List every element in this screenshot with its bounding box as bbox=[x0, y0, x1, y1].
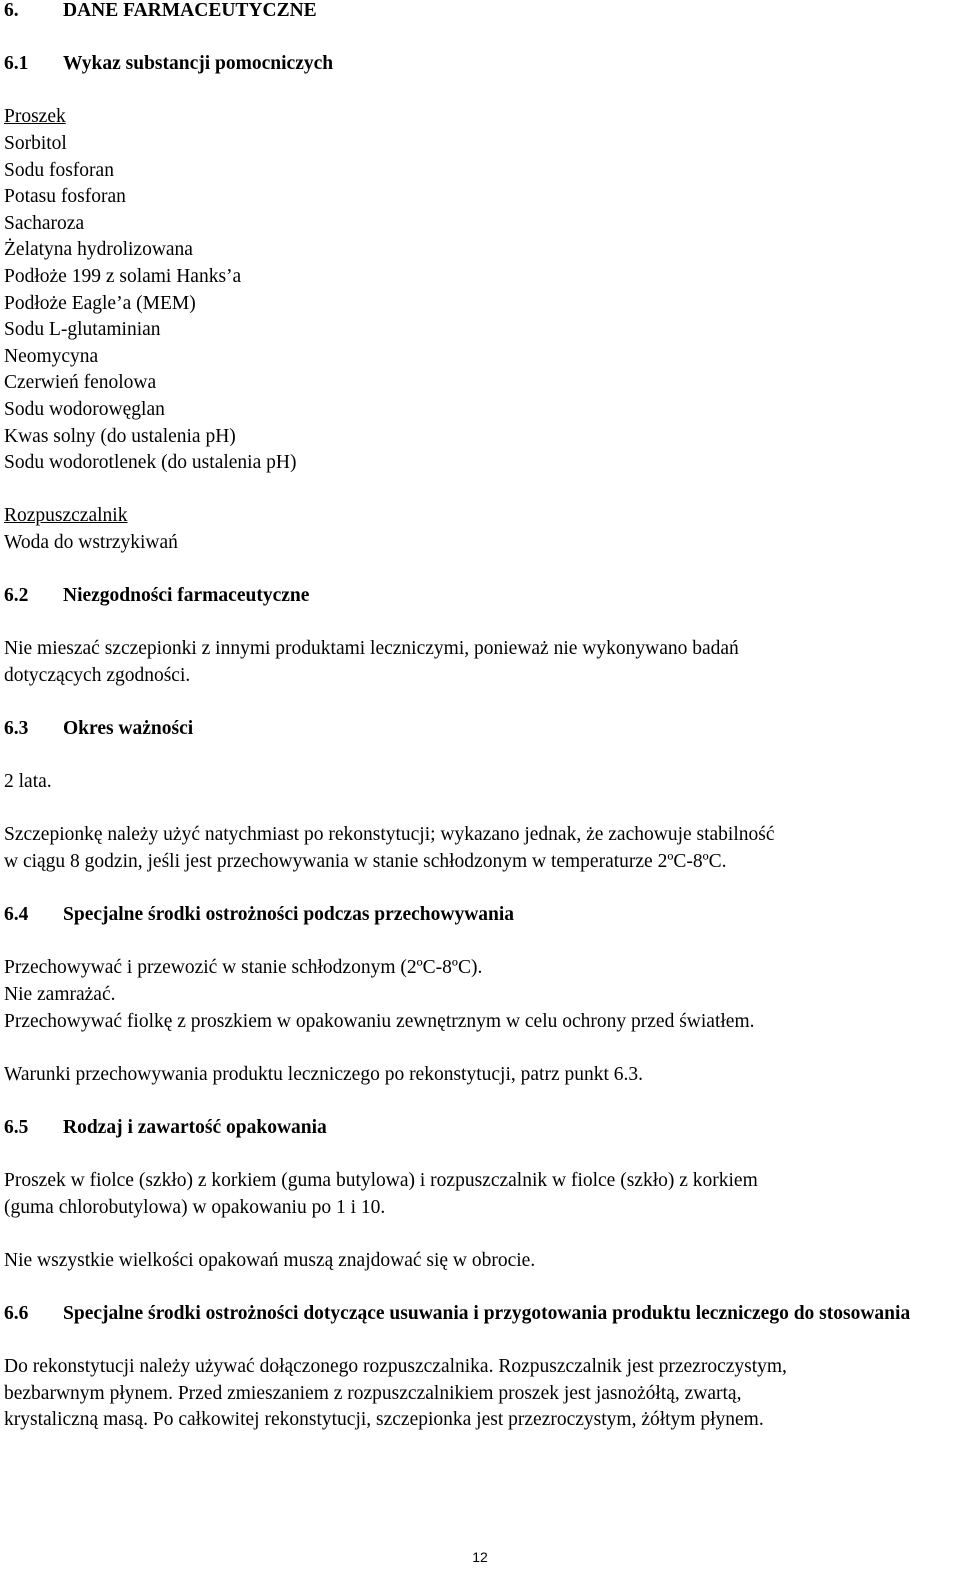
section-title: Specjalne środki ostrożności podczas przechowywania bbox=[63, 904, 515, 926]
section-title: Okres ważności bbox=[63, 718, 194, 740]
section-number: 6.6 bbox=[4, 1303, 29, 1325]
list-item: Sodu L-glutaminian bbox=[4, 319, 161, 341]
section-6-2-heading bbox=[4, 583, 954, 610]
section-6-3-heading bbox=[4, 716, 954, 743]
paragraph-line: Nie mieszać szczepionki z innymi produktami leczniczymi, ponieważ nie wykonywano badań bbox=[4, 638, 739, 660]
paragraph-line: w ciągu 8 godzin, jeśli jest przechowywania w stanie schłodzonym w temperaturze 2ºC-8ºC. bbox=[4, 851, 727, 872]
paragraph-line: Szczepionkę należy użyć natychmiast po rekonstytucji; wykazano jednak, że zachowuje stabilność bbox=[4, 824, 775, 846]
paragraph-line: bezbarwnym płynem. Przed zmieszaniem z rozpuszczalnikiem proszek jest jasnożółtą, zwartą, bbox=[4, 1382, 742, 1404]
paragraph-line: (guma chlorobutylowa) w opakowaniu po 1 i 10. bbox=[4, 1196, 386, 1218]
section-6-1-heading bbox=[4, 51, 954, 78]
list-item: Sodu wodorotlenek (do ustalenia pH) bbox=[4, 452, 297, 474]
section-title: DANE FARMACEUTYCZNE bbox=[63, 0, 317, 21]
list-item: Neomycyna bbox=[4, 345, 99, 367]
section-6-4-heading bbox=[4, 902, 954, 929]
list-item: Żelatyna hydrolizowana bbox=[4, 239, 193, 261]
shelf-life-text: 2 lata. bbox=[4, 771, 52, 793]
paragraph-line: Nie zamrażać. bbox=[4, 983, 116, 1005]
section-number: 6.1 bbox=[4, 53, 29, 75]
list-item: Sacharoza bbox=[4, 212, 85, 234]
section-number: 6. bbox=[4, 0, 19, 21]
paragraph-line: Nie wszystkie wielkości opakowań muszą znajdować się w obrocie. bbox=[4, 1249, 536, 1271]
paragraph-line: Przechowywać i przewozić w stanie schłodzonym (2ºC-8ºC). bbox=[4, 957, 483, 979]
list-item: Czerwień fenolowa bbox=[4, 372, 157, 394]
paragraph-line: Proszek w fiolce (szkło) z korkiem (guma butylowa) i rozpuszczalnik w fiolce (szkło) z korkiem bbox=[4, 1170, 758, 1192]
section-number: 6.4 bbox=[4, 904, 29, 926]
list-item: Podłoże Eagle’a (MEM) bbox=[4, 292, 196, 314]
powder-subheading: Proszek bbox=[4, 106, 66, 128]
list-item: Potasu fosforan bbox=[4, 186, 126, 208]
section-title: Niezgodności farmaceutyczne bbox=[63, 585, 310, 607]
solvent-subheading: Rozpuszczalnik bbox=[4, 505, 128, 527]
powder-excipient-list bbox=[4, 131, 954, 477]
section-6-5-heading bbox=[4, 1115, 954, 1142]
list-item: Woda do wstrzykiwań bbox=[4, 531, 178, 553]
section-title: Wykaz substancji pomocniczych bbox=[63, 53, 334, 75]
document-page bbox=[4, 0, 954, 1434]
section-title: Rodzaj i zawartość opakowania bbox=[63, 1116, 327, 1138]
list-item: Kwas solny (do ustalenia pH) bbox=[4, 425, 236, 447]
list-item: Sorbitol bbox=[4, 132, 67, 154]
paragraph-line: krystaliczną masą. Po całkowitej rekonstytucji, szczepionka jest przezroczystym, żółtym płynem. bbox=[4, 1409, 764, 1431]
section-6-heading bbox=[4, 0, 954, 25]
paragraph-line: dotyczących zgodności. bbox=[4, 664, 191, 686]
paragraph-line: Warunki przechowywania produktu leczniczego po rekonstytucji, patrz punkt 6.3. bbox=[4, 1063, 644, 1085]
section-6-6-heading bbox=[4, 1301, 954, 1328]
list-item: Sodu fosforan bbox=[4, 159, 114, 181]
list-item: Podłoże 199 z solami Hanks’a bbox=[4, 265, 242, 287]
paragraph-line: Do rekonstytucji należy używać dołączonego rozpuszczalnika. Rozpuszczalnik jest przezroczystym, bbox=[4, 1356, 787, 1378]
section-title: Specjalne środki ostrożności dotyczące usuwania i przygotowania produktu leczniczego do stosowania bbox=[63, 1303, 911, 1325]
list-item: Sodu wodorowęglan bbox=[4, 398, 165, 420]
paragraph-line: Przechowywać fiolkę z proszkiem w opakowaniu zewnętrznym w celu ochrony przed światłem. bbox=[4, 1010, 755, 1032]
section-number: 6.2 bbox=[4, 585, 29, 607]
section-number: 6.3 bbox=[4, 718, 29, 740]
section-number: 6.5 bbox=[4, 1116, 29, 1138]
page-number: 12 bbox=[472, 1549, 488, 1565]
